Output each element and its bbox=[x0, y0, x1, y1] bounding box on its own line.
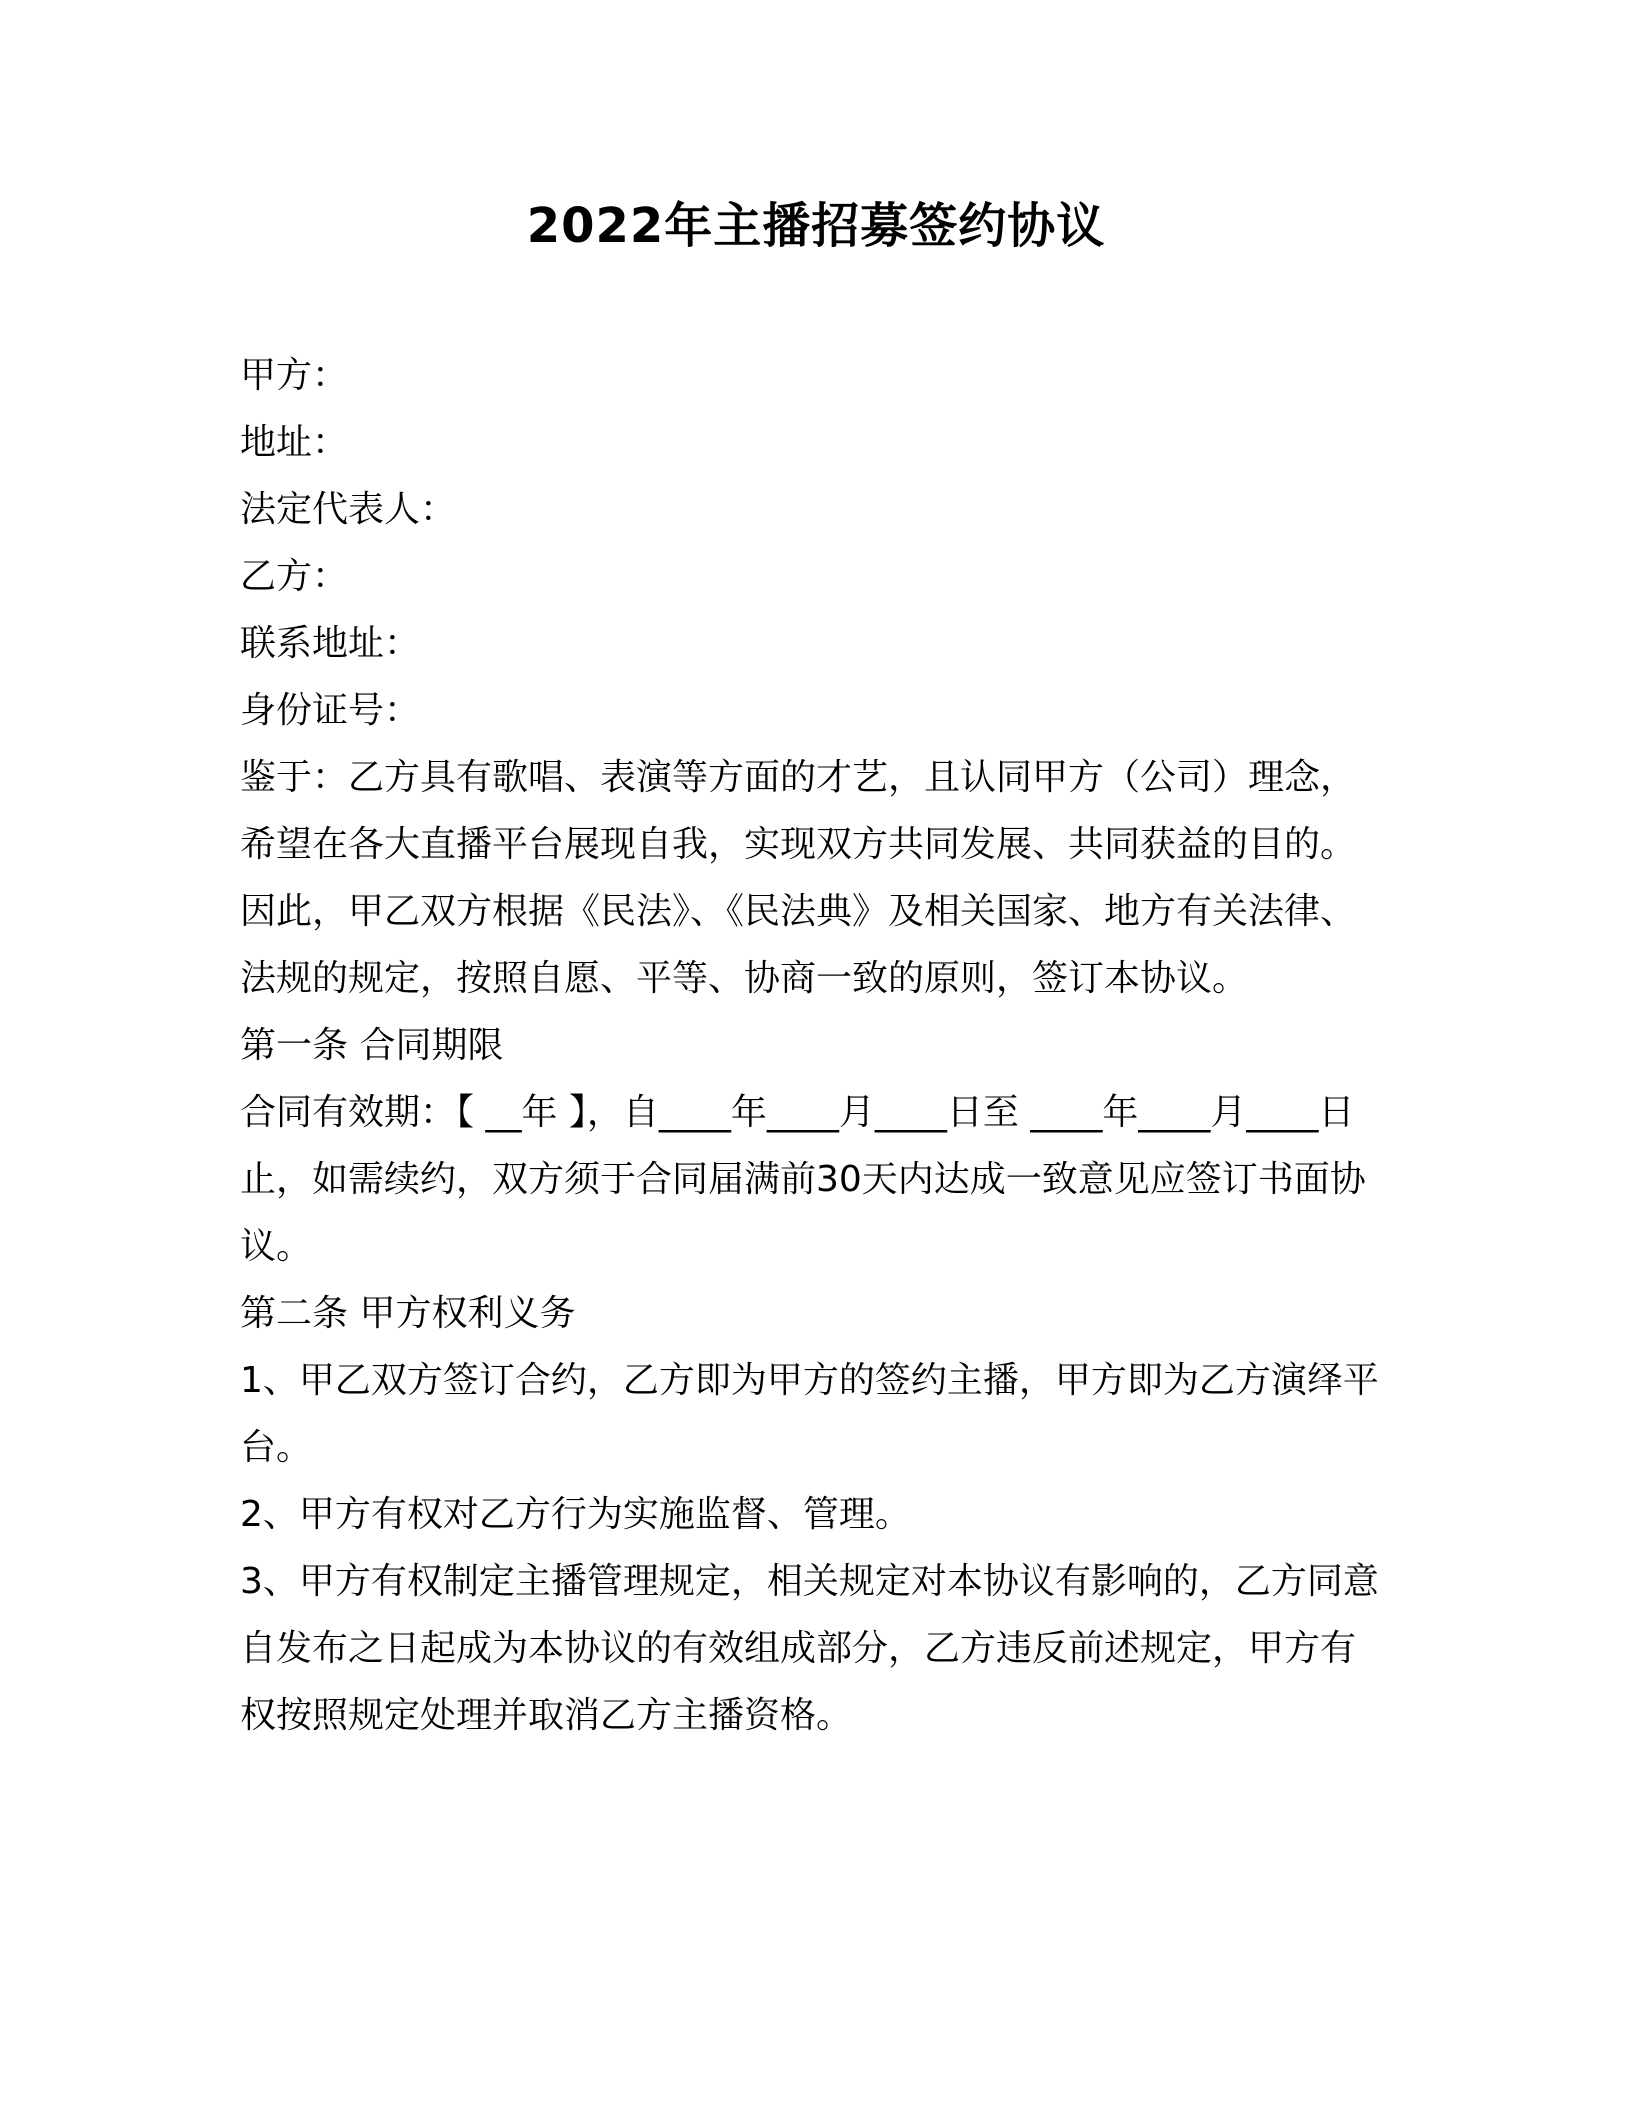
document-body bbox=[240, 342, 1388, 1749]
field-id-number: 身份证号： bbox=[240, 690, 421, 731]
field-address: 地址： bbox=[240, 422, 349, 463]
field-party-b: 乙方： bbox=[240, 556, 349, 597]
field-party-a: 甲方： bbox=[240, 355, 349, 396]
document-title: 2022年主播招募签约协议 bbox=[526, 198, 1106, 254]
contract-term-paragraph: 合同有效期：【 __年 】，自____年____月____日至 ____年____月____日止，如需续约，双方须于合同届满前30天内达成一致意见应签订书面协议。 bbox=[240, 1092, 1366, 1267]
article-2-item-2: 2、甲方有权对乙方行为实施监督、管理。 bbox=[240, 1494, 911, 1535]
article-2-heading: 第二条 甲方权利义务 bbox=[240, 1293, 576, 1334]
field-contact-address: 联系地址： bbox=[240, 623, 421, 664]
field-legal-representative: 法定代表人： bbox=[240, 489, 457, 530]
basis-paragraph: 因此，甲乙双方根据《民法》、《民法典》及相关国家、地方有关法律、法规的规定，按照自愿、平等、协商一致的原则，签订本协议。 bbox=[240, 891, 1357, 999]
article-1-heading: 第一条 合同期限 bbox=[240, 1025, 504, 1066]
article-2-item-1: 1、甲乙双方签订合约，乙方即为甲方的签约主播，甲方即为乙方演绎平台。 bbox=[240, 1360, 1379, 1468]
article-2-item-3: 3、甲方有权制定主播管理规定，相关规定对本协议有影响的，乙方同意自发布之日起成为本协议的有效组成部分，乙方违反前述规定，甲方有权按照规定处理并取消乙方主播资格。 bbox=[240, 1561, 1379, 1736]
recital-paragraph: 鉴于：乙方具有歌唱、表演等方面的才艺，且认同甲方（公司）理念，希望在各大直播平台展现自我，实现双方共同发展、共同获益的目的。 bbox=[240, 757, 1357, 865]
